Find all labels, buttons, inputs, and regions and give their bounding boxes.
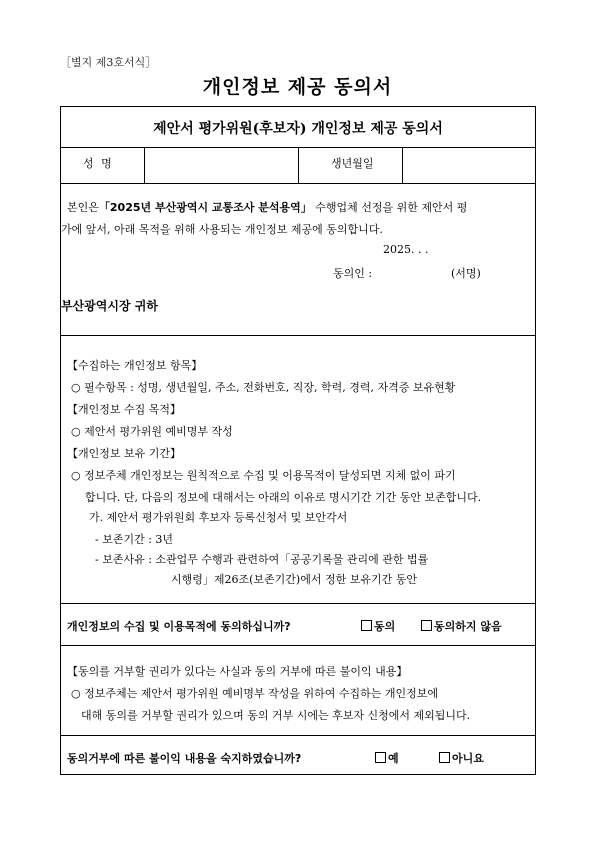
retention-text: 합니다. 단, 다음의 정보에 대해서는 아래의 이유로 명시기간 기간 동안 보존합니다. <box>85 491 482 504</box>
consent-date: 2025. . . <box>383 243 429 256</box>
retention-reason: - 보존사유 : 소관업무 수행과 관련하여「공공기록물 관리에 관한 법률 <box>95 553 429 566</box>
yes-option[interactable] <box>375 750 399 766</box>
collected-items-heading: 【수집하는 개인정보 항목】 <box>67 359 203 372</box>
disagree-option[interactable] <box>421 618 502 634</box>
divider <box>61 335 535 336</box>
refusal-heading: 【동의를 거부할 권리가 있다는 사실과 동의 거부에 따른 불이익 내용】 <box>67 665 408 678</box>
disagree-checkbox[interactable] <box>421 620 432 631</box>
name-label: 성 명 <box>83 157 114 170</box>
project-name: 「2025년 부산광역시 교통조사 분석용역」 <box>98 201 312 214</box>
consent-statement-line1 <box>67 199 467 215</box>
consent-form <box>60 106 536 775</box>
no-option[interactable] <box>439 750 484 766</box>
retention-text: ○ 정보주체 개인정보는 원칙적으로 수집 및 이용목적이 달성되면 지체 없이 파기 <box>71 469 456 482</box>
signature-mark: (서명) <box>451 267 481 280</box>
divider <box>61 183 535 184</box>
purpose-heading: 【개인정보 수집 목적】 <box>67 403 182 416</box>
divider <box>61 603 535 604</box>
yes-checkbox[interactable] <box>375 752 386 763</box>
consent-line1-rest: 수행업체 선정을 위한 제안서 평 <box>311 201 468 214</box>
purpose-text: ○ 제안서 평가위원 예비명부 작성 <box>71 425 233 438</box>
refusal-text: ○ 정보주체는 제안서 평가위원 예비명부 작성을 위하여 수집하는 개인정보에 <box>71 687 438 700</box>
name-field[interactable] <box>145 148 297 183</box>
consent-statement-line2: 가에 앞서, 아래 목적을 위해 사용되는 개인정보 제공에 동의합니다. <box>61 223 383 236</box>
birth-date-label: 생년월일 <box>331 157 374 170</box>
signer-label: 동의인 : <box>333 267 373 280</box>
consent-prefix: 본인은 <box>67 201 99 214</box>
addressee: 부산광역시장 귀하 <box>61 299 158 313</box>
birth-date-field[interactable] <box>403 148 533 183</box>
form-number-label: ［별지 제3호서식］ <box>60 56 157 69</box>
no-label: 아니요 <box>452 752 484 765</box>
refusal-text: 대해 동의를 거부할 권리가 있으며 동의 거부 시에는 후보자 신청에서 제외됩니다. <box>81 709 471 722</box>
document-title: 개인정보 제공 동의서 <box>202 76 393 98</box>
acknowledge-question: 동의거부에 따른 불이익 내용을 숙지하였습니까? <box>67 752 302 765</box>
no-checkbox[interactable] <box>439 752 450 763</box>
retention-heading: 【개인정보 보유 기간】 <box>67 447 182 460</box>
agree-checkbox[interactable] <box>361 620 372 631</box>
disagree-label: 동의하지 않음 <box>434 620 502 633</box>
retention-period: - 보존기간 : 3년 <box>95 533 174 546</box>
divider <box>298 147 299 183</box>
consent-question: 개인정보의 수집 및 이용목적에 동의하십니까? <box>67 620 291 633</box>
yes-label: 예 <box>388 752 399 765</box>
collected-items-text: ○ 필수항목 : 성명, 생년월일, 주소, 전화번호, 직장, 학력, 경력, 자격증 보유현황 <box>71 381 456 394</box>
form-box-title: 제안서 평가위원(후보자) 개인정보 제공 동의서 <box>153 121 443 137</box>
divider <box>61 735 535 736</box>
agree-label: 동의 <box>374 620 396 633</box>
retention-reason: 시행령」제26조(보존기간)에서 정한 보유기간 동안 <box>171 573 417 586</box>
retention-subitem: 가. 제안서 평가위원회 후보자 등록신청서 및 보안각서 <box>89 511 348 524</box>
agree-option[interactable] <box>361 618 395 634</box>
divider <box>61 645 535 646</box>
